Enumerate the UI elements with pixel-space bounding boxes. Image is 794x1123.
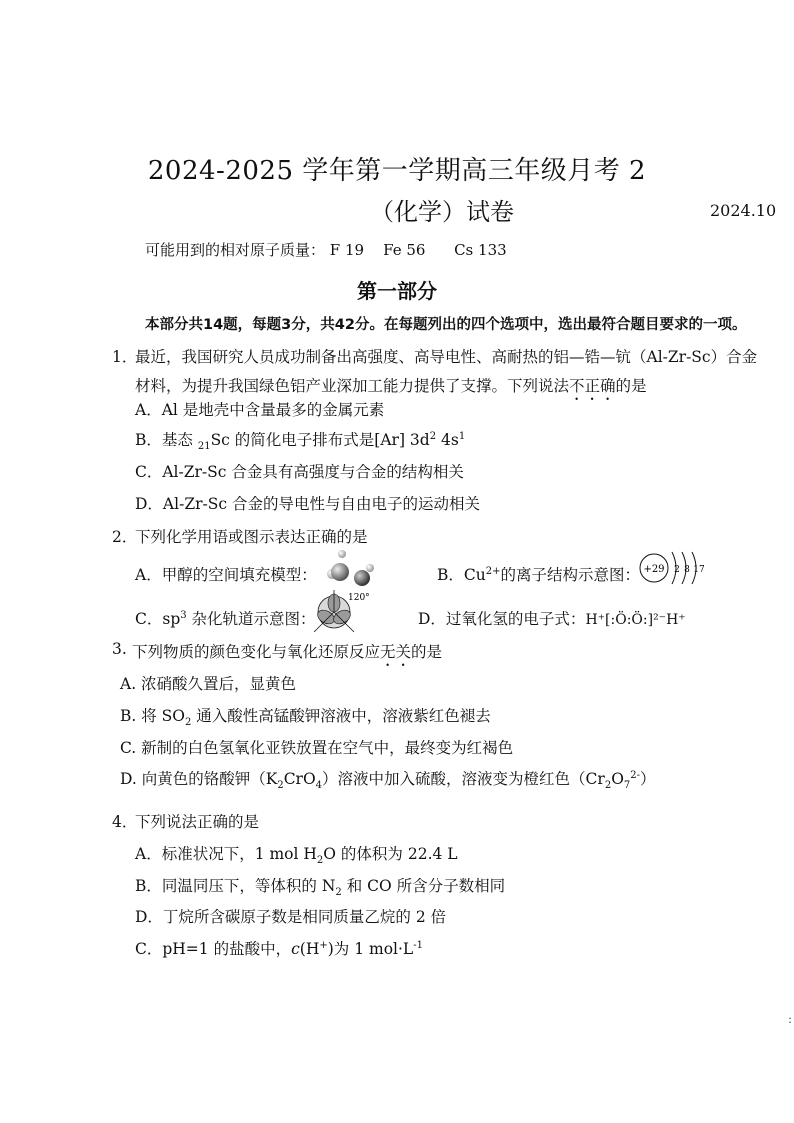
carbon-atom bbox=[331, 563, 349, 581]
hydrogen-atom bbox=[338, 550, 346, 558]
q4-stem: 下列说法正确的是 bbox=[135, 813, 260, 831]
q1-emphasis: 不正确 bbox=[569, 377, 616, 395]
exam-subtitle: （化学）试卷 bbox=[370, 198, 514, 226]
mass-fe: Fe 56 bbox=[383, 241, 426, 259]
q1-option-b: B．基态 $_{21}$Sc 的简化电子排布式是[Ar] $3d^2$ $4s^1$ bbox=[135, 430, 466, 453]
q2-option-d: D．过氧化氢的电子式：H⁺[:Ö:Ö:]²⁻H⁺ bbox=[418, 610, 686, 628]
q4-option-b: B．同温同压下，等体积的 $N_2$ 和 CO 所含分子数相同 bbox=[135, 877, 506, 899]
q3-option-b: B. 将 $SO_2$ 通入酸性高锰酸钾溶液中，溶液紫红色褪去 bbox=[120, 707, 491, 729]
exam-title: 2024-2025 学年第一学期高三年级月考 2 bbox=[147, 156, 647, 186]
methanol-model-figure bbox=[318, 548, 378, 590]
q1-stem-line2: 材料，为提升我国绿色铝产业深加工能力提供了支撑。下列说法不正确的是 bbox=[135, 377, 647, 395]
q3-option-a: A. 浓硝酸久置后，显黄色 bbox=[120, 675, 297, 693]
q1-option-d: D．Al-Zr-Sc 合金的导电性与自由电子的运动相关 bbox=[135, 495, 480, 513]
oxygen-atom bbox=[354, 570, 370, 586]
q3-option-d: D. 向黄色的铬酸钾$(K_2CrO_4)$溶液中加入硫酸，溶液变为橙红色$(Cr_2O_7^{2-})$ bbox=[120, 769, 656, 792]
shell-electrons: 2 bbox=[674, 565, 680, 575]
q3-stem: 下列物质的颜色变化与氧化还原反应无关的是 bbox=[132, 643, 443, 661]
q2-number: 2． bbox=[112, 528, 138, 546]
q1-number: 1． bbox=[112, 348, 138, 366]
mass-cs: Cs 133 bbox=[454, 241, 507, 259]
hydrogen-atom bbox=[366, 564, 374, 572]
q1-stem-line1: 最近，我国研究人员成功制备出高强度、高导电性、高耐热的铝—锆—钪（Al-Zr-Sc）合金 bbox=[135, 348, 758, 366]
q2-option-a: A．甲醇的空间填充模型： bbox=[135, 566, 317, 584]
exam-date: 2024.10 bbox=[710, 201, 777, 220]
q2-option-c: C．$sp^3$ 杂化轨道示意图： bbox=[135, 609, 316, 628]
part-instructions: 本部分共14题，每题3分，共42分。在每题列出的四个选项中，选出最符合题目要求的一项。 bbox=[145, 317, 747, 333]
shell-electrons: 8 bbox=[684, 565, 690, 575]
q4-option-c: C．pH=1 的盐酸中，c(H+)为 1 $mol\cdot L^{-1}$ bbox=[135, 939, 423, 958]
nucleus-charge: +29 bbox=[643, 564, 665, 575]
q4-option-a: A．标准状况下，1 mol $H_2O$ 的体积为 22.4 L bbox=[135, 845, 458, 867]
q3-option-c: C. 新制的白色氢氧化亚铁放置在空气中，最终变为红褐色 bbox=[120, 739, 514, 757]
q3-number: 3. bbox=[112, 640, 127, 658]
bond-angle-label: 120° bbox=[348, 593, 370, 603]
page-corner-mark: : bbox=[788, 1012, 793, 1026]
peroxide-electron-formula: H⁺[:Ö:Ö:]²⁻H⁺ bbox=[585, 612, 686, 628]
q4-number: 4． bbox=[112, 813, 138, 831]
q2-stem: 下列化学用语或图示表达正确的是 bbox=[135, 528, 368, 546]
q1-option-c: C．Al-Zr-Sc 合金具有高强度与合金的结构相关 bbox=[135, 463, 464, 481]
q4-option-d: D．丁烷所含碳原子数是相同质量乙烷的 2 倍 bbox=[135, 908, 447, 926]
shell-electrons: 17 bbox=[693, 565, 705, 575]
atomic-masses bbox=[145, 239, 507, 260]
cu-ion-structure-figure bbox=[636, 548, 712, 588]
part-title: 第一部分 bbox=[357, 279, 437, 303]
q1-option-a: A．Al 是地壳中含量最多的金属元素 bbox=[135, 401, 385, 419]
atomic-masses-label: 可能用到的相对原子质量： bbox=[145, 241, 326, 259]
mass-f: F 19 bbox=[329, 241, 365, 259]
q2-option-b: B．$Cu^{2+}$的离子结构示意图： bbox=[437, 565, 640, 584]
q3-emphasis: 无关 bbox=[380, 643, 412, 661]
sp3-orbital-figure bbox=[310, 588, 372, 634]
